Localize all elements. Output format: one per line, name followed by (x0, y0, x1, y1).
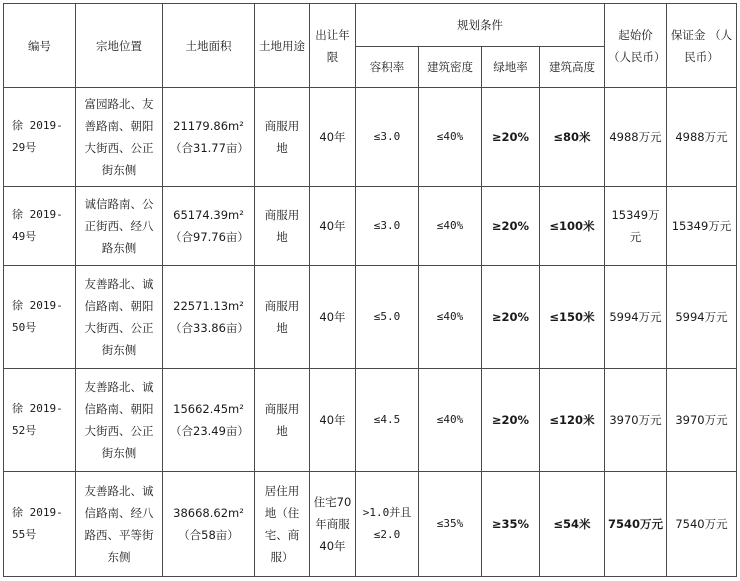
header-height: 建筑高度 (540, 47, 605, 88)
header-area: 土地面积 (163, 4, 255, 88)
cell-start-price: 4988万元 (605, 88, 667, 187)
cell-far: ≤5.0 (356, 266, 419, 369)
cell-start-price: 5994万元 (605, 266, 667, 369)
cell-height: ≤120米 (540, 369, 605, 472)
cell-height: ≤100米 (540, 187, 605, 266)
table-row (4, 88, 737, 187)
cell-term: 40年 (310, 88, 356, 187)
cell-code: 徐 2019-50号 (4, 266, 76, 369)
cell-start-price: 7540万元 (605, 472, 667, 577)
cell-green: ≥35% (482, 472, 540, 577)
cell-location: 友善路北、诚信路南、经八路西、平等街东侧 (76, 472, 163, 577)
cell-green: ≥20% (482, 88, 540, 187)
cell-deposit: 7540万元 (667, 472, 737, 577)
cell-term: 40年 (310, 266, 356, 369)
cell-use: 商服用地 (255, 88, 310, 187)
cell-area: 65174.39m²（合97.76亩） (163, 187, 255, 266)
cell-area: 38668.62m²（合58亩） (163, 472, 255, 577)
header-start-price: 起始价（人民币） (605, 4, 667, 88)
cell-term: 住宅70年商服40年 (310, 472, 356, 577)
cell-height: ≤150米 (540, 266, 605, 369)
cell-far: ≤3.0 (356, 187, 419, 266)
cell-deposit: 5994万元 (667, 266, 737, 369)
table-row (4, 369, 737, 472)
cell-start-price: 3970万元 (605, 369, 667, 472)
cell-green: ≥20% (482, 266, 540, 369)
cell-far: ≤4.5 (356, 369, 419, 472)
header-density: 建筑密度 (419, 47, 482, 88)
cell-location: 友善路北、诚信路南、朝阳大街西、公正街东侧 (76, 266, 163, 369)
cell-location: 富园路北、友善路南、朝阳大街西、公正街东侧 (76, 88, 163, 187)
cell-density: ≤40% (419, 266, 482, 369)
land-auction-table (3, 3, 737, 577)
cell-deposit: 4988万元 (667, 88, 737, 187)
cell-use: 居住用地（住宅、商服） (255, 472, 310, 577)
cell-area: 21179.86m²（合31.77亩） (163, 88, 255, 187)
cell-density: ≤40% (419, 187, 482, 266)
header-planning: 规划条件 (356, 4, 605, 47)
cell-use: 商服用地 (255, 369, 310, 472)
cell-green: ≥20% (482, 187, 540, 266)
cell-density: ≤40% (419, 88, 482, 187)
header-green: 绿地率 (482, 47, 540, 88)
cell-use: 商服用地 (255, 187, 310, 266)
cell-height: ≤54米 (540, 472, 605, 577)
cell-code: 徐 2019-52号 (4, 369, 76, 472)
cell-code: 徐 2019-29号 (4, 88, 76, 187)
table-row (4, 187, 737, 266)
header-row (4, 4, 737, 47)
cell-use: 商服用地 (255, 266, 310, 369)
cell-green: ≥20% (482, 369, 540, 472)
cell-term: 40年 (310, 187, 356, 266)
cell-start-price: 15349万元 (605, 187, 667, 266)
cell-far: >1.0并且≤2.0 (356, 472, 419, 577)
cell-density: ≤40% (419, 369, 482, 472)
cell-far: ≤3.0 (356, 88, 419, 187)
cell-code: 徐 2019-49号 (4, 187, 76, 266)
cell-term: 40年 (310, 369, 356, 472)
table-row (4, 472, 737, 577)
header-use: 土地用途 (255, 4, 310, 88)
cell-location: 诚信路南、公正街西、经八路东侧 (76, 187, 163, 266)
cell-deposit: 15349万元 (667, 187, 737, 266)
cell-height: ≤80米 (540, 88, 605, 187)
cell-area: 15662.45m²（合23.49亩） (163, 369, 255, 472)
cell-location: 友善路北、诚信路南、朝阳大街西、公正街东侧 (76, 369, 163, 472)
cell-density: ≤35% (419, 472, 482, 577)
header-location: 宗地位置 (76, 4, 163, 88)
header-deposit: 保证金 （人民币） (667, 4, 737, 88)
cell-code: 徐 2019-55号 (4, 472, 76, 577)
cell-deposit: 3970万元 (667, 369, 737, 472)
header-term: 出让年限 (310, 4, 356, 88)
header-far: 容积率 (356, 47, 419, 88)
cell-area: 22571.13m²（合33.86亩） (163, 266, 255, 369)
header-code: 编号 (4, 4, 76, 88)
table-row (4, 266, 737, 369)
